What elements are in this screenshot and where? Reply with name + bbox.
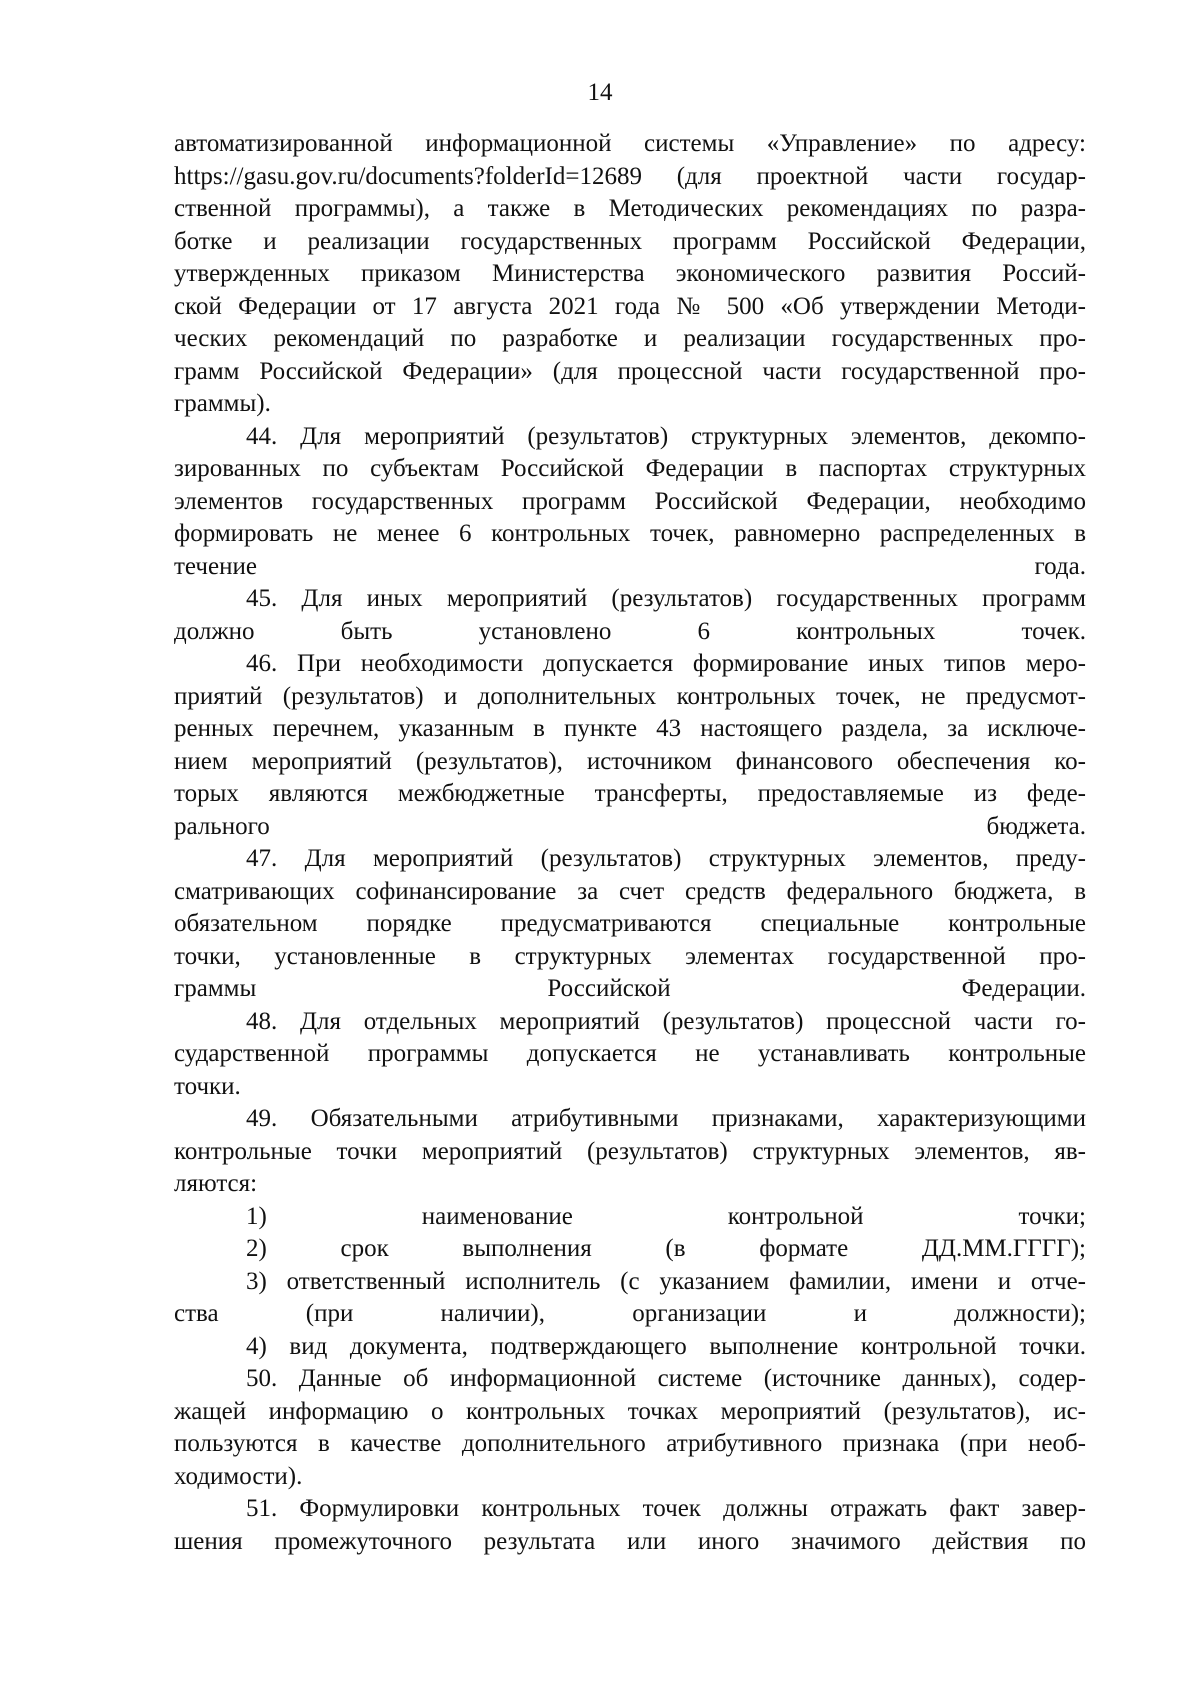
text-line: 4) вид документа, подтверждающего выполнение контрольной точки. (246, 1332, 1086, 1360)
paragraph-p48 (174, 1006, 1086, 1104)
text-line: ственной программы), а также в Методических рекомендациях по разра- (174, 195, 1086, 222)
paragraph-intro (174, 128, 1086, 421)
text-line: 47. Для мероприятий (результатов) структурных элементов, преду- (246, 845, 1086, 872)
text-line: 46. При необходимости допускается формирование иных типов меро- (246, 650, 1086, 677)
text-line: торых являются межбюджетные трансферты, предоставляемые из феде- (174, 780, 1086, 807)
text-line: точки, установленные в структурных элементах государственной про- (174, 942, 1086, 970)
text-line: https://gasu.gov.ru/documents?folderId=12689 (для проектной части государ- (174, 162, 1086, 190)
text-line: пользуются в качестве дополнительного атрибутивного признака (при необ- (174, 1430, 1086, 1457)
text-line: жащей информацию о контрольных точках мероприятий (результатов), ис- (174, 1397, 1086, 1425)
text-line: автоматизированной информационной системы «Управление» по адресу: (174, 130, 1086, 157)
paragraph-p49-3 (174, 1266, 1086, 1331)
paragraph-p45 (174, 583, 1086, 648)
text-line: 2) срок выполнения (в формате ДД.ММ.ГГГГ); (246, 1235, 1086, 1262)
text-line: ства (при наличии), организации и должности); (174, 1300, 1086, 1327)
text-line: граммы Российской Федерации. (174, 975, 1086, 1002)
text-line: шения промежуточного результата или иного значимого действия по (174, 1527, 1086, 1555)
page-number: 14 (587, 79, 613, 106)
text-line: сматривающих софинансирование за счет средств федерального бюджета, в (174, 877, 1086, 905)
paragraph-p46 (174, 648, 1086, 843)
text-line: 48. Для отдельных мероприятий (результатов) процессной части го- (246, 1007, 1086, 1035)
text-line: 3) ответственный исполнитель (с указанием фамилии, имени и отче- (246, 1267, 1086, 1295)
paragraph-p47 (174, 843, 1086, 1006)
text-line: 49. Обязательными атрибутивными признаками, характеризующими (246, 1105, 1086, 1132)
text-line: контрольные точки мероприятий (результатов) структурных элементов, яв- (174, 1137, 1086, 1165)
text-line: элементов государственных программ Российской Федерации, необходимо (174, 487, 1086, 515)
text-line: ренных перечнем, указанным в пункте 43 настоящего раздела, за исключе- (174, 715, 1086, 742)
paragraph-p50 (174, 1363, 1086, 1493)
text-line: 50. Данные об информационной системе (источнике данных), содер- (246, 1365, 1086, 1392)
text-line: сударственной программы допускается не устанавливать контрольные (174, 1040, 1086, 1067)
text-line: обязательном порядке предусматриваются специальные контрольные (174, 910, 1086, 937)
text-line: 51. Формулировки контрольных точек должны отражать факт завер- (246, 1495, 1086, 1522)
text-line: нием мероприятий (результатов), источником финансового обеспечения ко- (174, 747, 1086, 775)
paragraph-p49-2 (174, 1233, 1086, 1266)
text-line: 44. Для мероприятий (результатов) структурных элементов, декомпо- (246, 422, 1086, 450)
text-line: течение года. (174, 552, 1086, 580)
text-line: ской Федерации от 17 августа 2021 года № 500 «Об утверждении Методи- (174, 292, 1086, 320)
text-line: граммы). (174, 390, 271, 417)
text-line: ческих рекомендаций по разработке и реализации государственных про- (174, 325, 1086, 352)
text-line: зированных по субъектам Российской Федерации в паспортах структурных (174, 455, 1086, 482)
paragraph-p49 (174, 1103, 1086, 1201)
text-line: рального бюджета. (174, 812, 1086, 840)
text-line: должно быть установлено 6 контрольных точек. (174, 617, 1086, 645)
text-line: ляются: (174, 1170, 258, 1197)
paragraph-p49-1 (174, 1201, 1086, 1234)
paragraph-p51 (174, 1493, 1086, 1558)
paragraph-p49-4 (174, 1331, 1086, 1364)
text-line: точки. (174, 1072, 241, 1100)
paragraph-p44 (174, 421, 1086, 584)
text-line: 45. Для иных мероприятий (результатов) государственных программ (246, 585, 1086, 612)
text-line: ботке и реализации государственных программ Российской Федерации, (174, 227, 1086, 255)
document-body (174, 128, 1086, 1558)
text-line: ходимости). (174, 1462, 303, 1490)
text-line: приятий (результатов) и дополнительных контрольных точек, не предусмот- (174, 682, 1086, 710)
text-line: утвержденных приказом Министерства экономического развития Россий- (174, 260, 1086, 287)
text-line: грамм Российской Федерации» (для процессной части государственной про- (174, 357, 1086, 385)
text-line: формировать не менее 6 контрольных точек, равномерно распределенных в (174, 520, 1086, 547)
text-line: 1) наименование контрольной точки; (246, 1202, 1086, 1230)
